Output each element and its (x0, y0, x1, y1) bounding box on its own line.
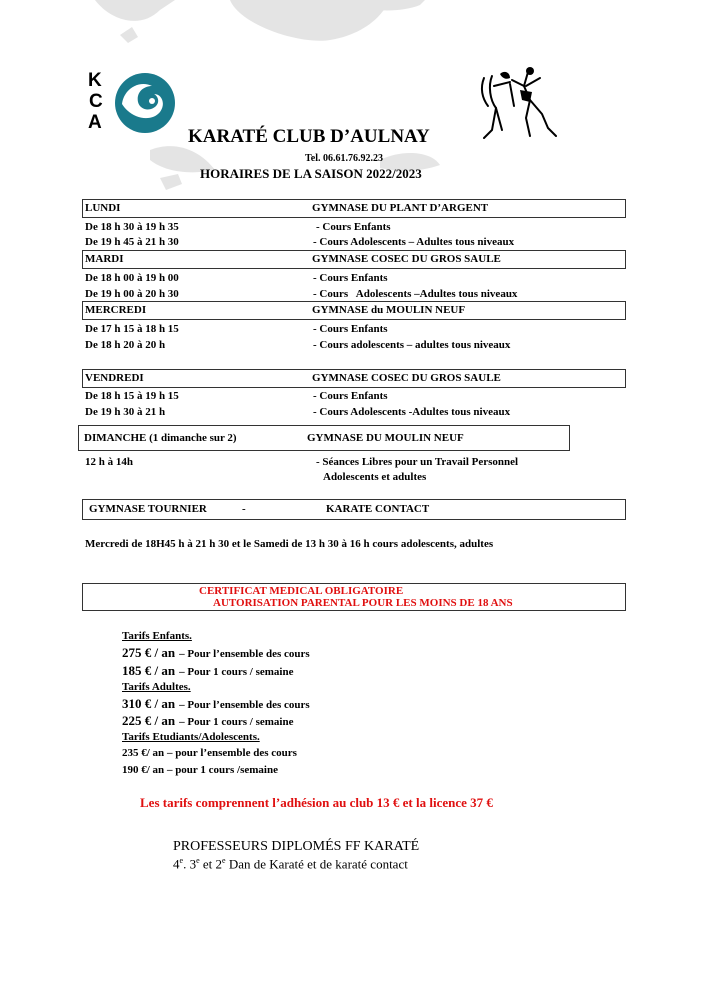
course-mardi-1: - Cours Enfants (313, 272, 388, 284)
day-label-dimanche: DIMANCHE (1 dimanche sur 2) (84, 432, 237, 444)
club-title: KARATÉ CLUB D’AULNAY (188, 126, 430, 147)
time-vendredi-1: De 18 h 15 à 19 h 15 (85, 390, 179, 402)
tarif-adultes-2 (122, 712, 293, 730)
price: 275 € / an (122, 645, 176, 660)
time-lundi-1: De 18 h 30 à 19 h 35 (85, 221, 179, 233)
time-lundi-2: De 19 h 45 à 21 h 30 (85, 236, 179, 248)
description: – Pour 1 cours / semaine (179, 716, 294, 728)
notice-parental-authorization: AUTORISATION PARENTAL POUR LES MOINS DE 18 ANS (213, 597, 513, 609)
mercredi-header-box (82, 301, 626, 320)
day-label-mercredi: MERCREDI (85, 304, 147, 316)
time-mercredi-2: De 18 h 20 à 20 h (85, 339, 166, 351)
gym-label-lundi: GYMNASE DU PLANT D’ARGENT (312, 202, 489, 214)
discipline-tournier: KARATE CONTACT (326, 503, 430, 515)
professeurs-grades: 4e. 3e et 2e Dan de Karaté et de karaté contact (173, 856, 408, 872)
course-mercredi-2: - Cours adolescents – adultes tous niveaux (313, 339, 511, 351)
tarif-enfants-2 (122, 662, 293, 680)
logo-letter-a: A (88, 112, 102, 133)
day-label-vendredi: VENDREDI (85, 372, 144, 384)
notice-medical-certificate: CERTIFICAT MEDICAL OBLIGATOIRE (199, 585, 404, 597)
description: – Pour l’ensemble des cours (179, 648, 310, 660)
dimanche-header-box (78, 425, 570, 451)
tarif-enfants-1 (122, 644, 310, 662)
price: 235 €/ an (122, 747, 165, 759)
course-mardi-2: - Cours Adolescents –Adultes tous niveaux (313, 288, 518, 300)
lundi-header-box (82, 199, 626, 218)
gym-label-mercredi: GYMNASE du MOULIN NEUF (312, 304, 466, 316)
tournier-header-box (82, 499, 626, 520)
tarif-etudiants-2 (122, 764, 278, 776)
course-mercredi-1: - Cours Enfants (313, 323, 388, 335)
time-dimanche: 12 h à 14h (85, 456, 133, 468)
wave-logo-icon (114, 70, 176, 136)
gym-label-dimanche: GYMNASE DU MOULIN NEUF (307, 432, 464, 444)
tarifs-adultes-title: Tarifs Adultes. (122, 681, 191, 693)
price: 310 € / an (122, 696, 176, 711)
tarifs-etudiants-title: Tarifs Etudiants/Adolescents. (122, 731, 260, 743)
karate-fighters-icon (470, 66, 570, 142)
season-heading: HORAIRES DE LA SAISON 2022/2023 (200, 166, 422, 181)
tournier-details: Mercredi de 18H45 h à 21 h 30 et le Samedi de 13 h 30 à 16 h cours adolescents, adultes (85, 538, 494, 550)
time-mardi-1: De 18 h 00 à 19 h 00 (85, 272, 179, 284)
price: 185 € / an (122, 663, 176, 678)
kca-logo (88, 70, 178, 136)
medical-notice-box (82, 583, 626, 611)
vendredi-header-box (82, 369, 626, 388)
tarif-adultes-1 (122, 695, 310, 713)
price: 225 € / an (122, 713, 176, 728)
course-lundi-1: - Cours Enfants (316, 221, 391, 233)
course-dimanche-line1: - Séances Libres pour un Travail Personnel (316, 456, 519, 468)
professeurs-title: PROFESSEURS DIPLOMÉS FF KARATÉ (173, 839, 420, 854)
course-dimanche-line2: Adolescents et adultes (323, 471, 427, 483)
time-mardi-2: De 19 h 00 à 20 h 30 (85, 288, 179, 300)
description: – pour 1 cours /semaine (166, 764, 278, 776)
price: 190 €/ an (122, 764, 165, 776)
tournier-dash: - (242, 503, 246, 515)
course-vendredi-2: - Cours Adolescents -Adultes tous niveaux (313, 406, 511, 418)
logo-letter-c: C (89, 91, 103, 112)
time-vendredi-2: De 19 h 30 à 21 h (85, 406, 166, 418)
gym-label-vendredi: GYMNASE COSEC DU GROS SAULE (312, 372, 501, 384)
time-mercredi-1: De 17 h 15 à 18 h 15 (85, 323, 179, 335)
logo-letter-k: K (88, 70, 102, 91)
gym-label-mardi: GYMNASE COSEC DU GROS SAULE (312, 253, 501, 265)
tarifs-inclusion-note: Les tarifs comprennent l’adhésion au club 13 € et la licence 37 € (140, 795, 493, 810)
description: – pour l’ensemble des cours (166, 747, 297, 759)
course-lundi-2: - Cours Adolescents – Adultes tous niveaux (313, 236, 515, 248)
tarifs-enfants-title: Tarifs Enfants. (122, 630, 192, 642)
day-label-mardi: MARDI (85, 253, 124, 265)
day-label-lundi: LUNDI (85, 202, 121, 214)
course-vendredi-1: - Cours Enfants (313, 390, 388, 402)
club-phone: Tel. 06.61.76.92.23 (305, 153, 383, 164)
gym-label-tournier: GYMNASE TOURNIER (89, 503, 207, 515)
tarif-etudiants-1 (122, 747, 297, 759)
description: – Pour l’ensemble des cours (179, 699, 310, 711)
mardi-header-box (82, 250, 626, 269)
description: – Pour 1 cours / semaine (179, 666, 294, 678)
